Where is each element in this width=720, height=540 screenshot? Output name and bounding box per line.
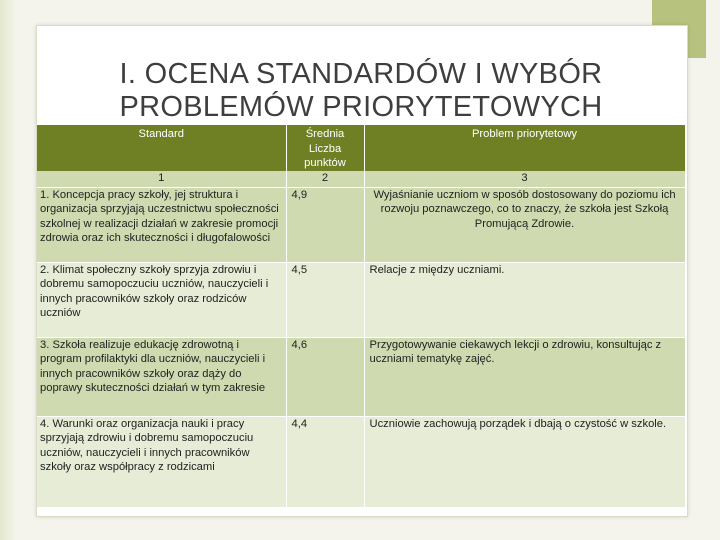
column-number: 1 — [37, 171, 286, 187]
problem-cell: Wyjaśnianie uczniom w sposób dostosowany do poziomu ich rozwoju poznawczego, co to znaczy, że szkoła jest Szkołą Promującą Zdrowie. — [364, 187, 685, 262]
table-row — [37, 337, 685, 416]
table-row — [37, 187, 685, 262]
standard-cell: 4. Warunki oraz organizacja nauki i pracy sprzyjają zdrowiu i dobremu samopoczuciu uczniów, nauczycieli i innych pracowników szkoły oraz współpracy z rodzicami — [37, 416, 286, 507]
column-number: 3 — [364, 171, 685, 187]
standard-cell: 2. Klimat społeczny szkoły sprzyja zdrowiu i dobremu samopoczuciu uczniów, nauczycieli i innych pracowników szkoły oraz rodziców uczniów — [37, 262, 286, 337]
standards-table — [37, 125, 686, 508]
header-average-score: Średnia Liczba punktów — [286, 125, 364, 171]
score-cell: 4,6 — [286, 337, 364, 416]
problem-cell: Przygotowywanie ciekawych lekcji o zdrowiu, konsultując z uczniami tematykę zajęć. — [364, 337, 685, 416]
slide-title: I. OCENA STANDARDÓW I WYBÓR PROBLEMÓW PRIORYTETOWYCH — [119, 58, 603, 123]
problem-cell: Uczniowie zachowują porządek i dbają o czystość w szkole. — [364, 416, 685, 507]
score-cell: 4,9 — [286, 187, 364, 262]
table-row — [37, 416, 685, 507]
standard-cell: 1. Koncepcja pracy szkoły, jej struktura i organizacja sprzyjają uczestnictwu społeczności szkolnej w realizacji działań w zakresie promocji zdrowia oraz ich skuteczności i długofalowości — [37, 187, 286, 262]
column-number: 2 — [286, 171, 364, 187]
score-cell: 4,5 — [286, 262, 364, 337]
header-standard: Standard — [37, 125, 286, 171]
problem-cell: Relacje z między uczniami. — [364, 262, 685, 337]
header-priority-problem: Problem priorytetowy — [364, 125, 685, 171]
score-cell: 4,4 — [286, 416, 364, 507]
standard-cell: 3. Szkoła realizuje edukację zdrowotną i program profilaktyki dla uczniów, nauczycieli i innych pracowników szkoły oraz dąży do poprawy skuteczności działań w tym zakresie — [37, 337, 286, 416]
header-row — [37, 125, 685, 171]
column-number-row — [37, 171, 685, 187]
table-row — [37, 262, 685, 337]
side-stripe — [0, 0, 14, 540]
